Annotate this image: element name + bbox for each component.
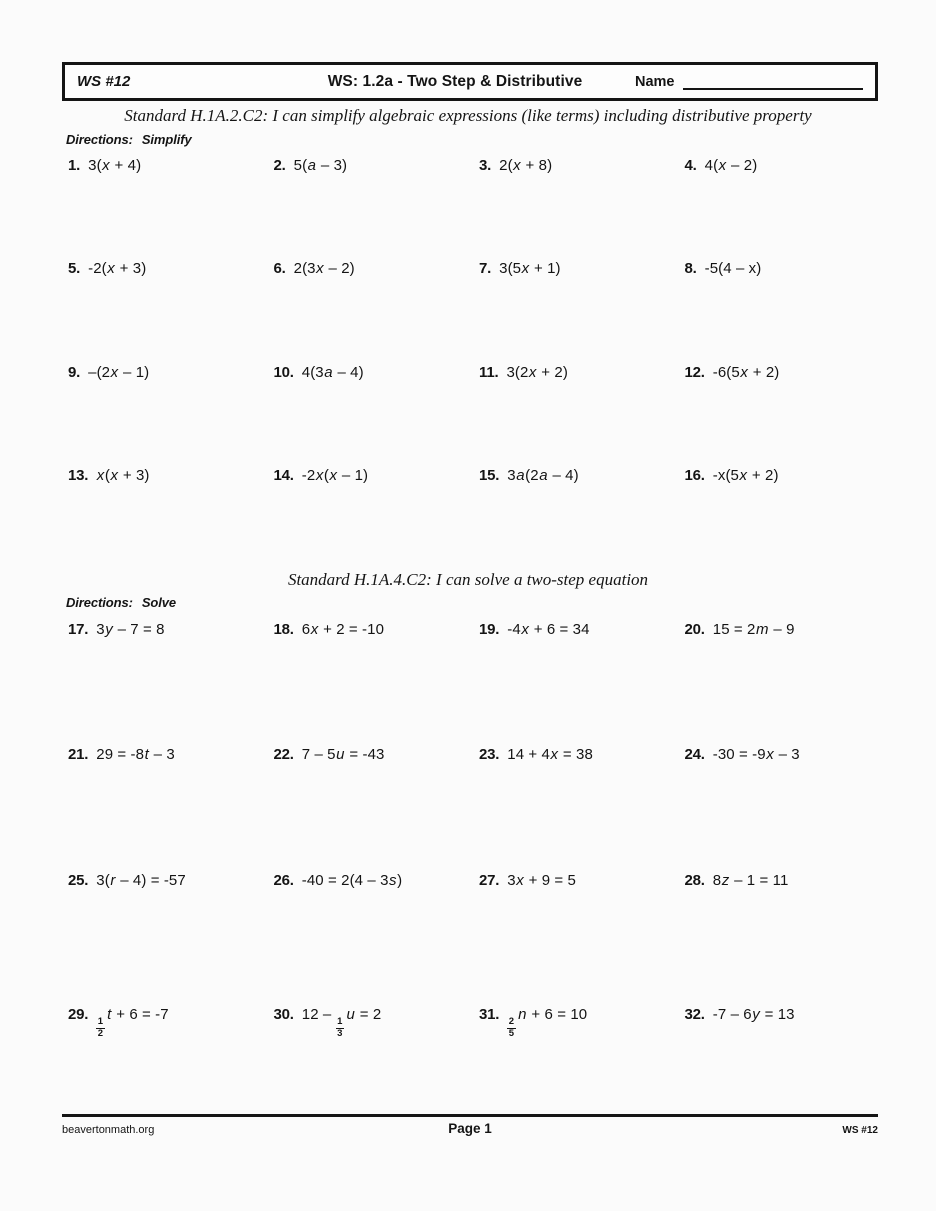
problem <box>679 621 885 638</box>
problem <box>268 621 474 638</box>
problem-expression: 3x + 9 = 5 <box>507 872 577 889</box>
problem-number: 10. <box>273 364 294 381</box>
problem-number: 6. <box>273 260 286 277</box>
standard-statement-2: Standard H.1A.4.C2: I can solve a two-step equation <box>287 570 649 589</box>
problem-row <box>62 621 884 638</box>
problem-expression: 3y – 7 = 8 <box>96 621 165 638</box>
problem <box>473 872 679 889</box>
problem <box>679 746 885 763</box>
problem <box>679 872 885 889</box>
problem-number: 32. <box>684 1006 705 1023</box>
problem-number: 31. <box>479 1006 500 1023</box>
problem <box>679 260 885 277</box>
problem <box>268 260 474 277</box>
problem-number: 25. <box>68 872 89 889</box>
problem-number: 24. <box>684 746 705 763</box>
problem-expression: 4(3a – 4) <box>301 364 364 381</box>
problem-expression: -30 = -9x – 3 <box>712 746 800 763</box>
worksheet-title: WS: 1.2a - Two Step & Distributive <box>327 72 583 90</box>
fraction: $\frac{2}{5}$ <box>508 1016 515 1039</box>
footer <box>62 1121 878 1136</box>
name-label: Name <box>635 73 675 90</box>
problem-number: 23. <box>479 746 500 763</box>
problem <box>62 1006 268 1040</box>
problem <box>62 260 268 277</box>
problem-expression: 14 + 4x = 38 <box>507 746 593 763</box>
problem-number: 18. <box>273 621 294 638</box>
problem-expression: 6x + 2 = -10 <box>301 621 385 638</box>
fraction: $\frac{1}{2}$ <box>97 1016 104 1039</box>
problem <box>679 364 885 381</box>
problem-number: 17. <box>68 621 89 638</box>
header-box <box>62 62 878 101</box>
problem-number: 16. <box>684 467 705 484</box>
directions-1 <box>66 132 192 147</box>
problem-number: 4. <box>684 157 697 174</box>
problem-number: 13. <box>68 467 89 484</box>
problem <box>679 157 885 174</box>
footer-website: beavertonmath.org <box>62 1124 155 1136</box>
problem-expression: -40 = 2(4 – 3s) <box>301 872 403 889</box>
problem-expression: -2x(x – 1) <box>301 467 369 484</box>
footer-divider <box>62 1114 878 1117</box>
problem <box>268 872 474 889</box>
problem <box>268 746 474 763</box>
problem-number: 26. <box>273 872 294 889</box>
problem <box>62 621 268 638</box>
problem-expression: -4x + 6 = 34 <box>507 621 590 638</box>
worksheet-number-label: WS #12 <box>77 73 131 90</box>
problem-expression: -2(x + 3) <box>88 260 147 277</box>
problem-row <box>62 157 884 174</box>
problem-row <box>62 1006 884 1040</box>
problem-expression: 8z – 1 = 11 <box>712 872 789 889</box>
problem <box>679 1006 885 1040</box>
problem <box>473 157 679 174</box>
problem-number: 21. <box>68 746 89 763</box>
problem-expression: -x(5x + 2) <box>712 467 779 484</box>
problem-expression: 2(x + 8) <box>499 157 553 174</box>
problem <box>473 1006 679 1040</box>
problem-number: 9. <box>68 364 81 381</box>
problem-number: 27. <box>479 872 500 889</box>
problem-expression: 4(x – 2) <box>704 157 758 174</box>
directions-label: Directions: <box>66 595 133 610</box>
problem-expression: $\frac{2}{5}$ n + 6 = 10 <box>508 1006 588 1039</box>
problem <box>473 467 679 484</box>
problem-number: 2. <box>273 157 286 174</box>
problem-number: 19. <box>479 621 500 638</box>
directions-2 <box>66 595 176 610</box>
problem-number: 5. <box>68 260 81 277</box>
problem-expression: 12 – $\frac{1}{3}$ u = 2 <box>301 1006 382 1039</box>
footer-page-number: Page 1 <box>448 1121 492 1136</box>
problem-expression: 29 = -8t – 3 <box>96 746 175 763</box>
problem-expression: 7 – 5u = -43 <box>301 746 385 763</box>
problem <box>62 467 268 484</box>
problem-expression: 15 = 2m – 9 <box>712 621 795 638</box>
problem-expression: 3a(2a – 4) <box>507 467 579 484</box>
problem-number: 14. <box>273 467 294 484</box>
problem-expression: 3(x + 4) <box>88 157 142 174</box>
problem-row <box>62 467 884 484</box>
name-field-group <box>635 74 875 90</box>
problem-number: 7. <box>479 260 492 277</box>
problem <box>473 260 679 277</box>
problem-number: 28. <box>684 872 705 889</box>
problem-expression: -6(5x + 2) <box>712 364 780 381</box>
directions-label: Directions: <box>66 132 133 147</box>
problem <box>473 746 679 763</box>
footer-ws-number: WS #12 <box>842 1125 878 1136</box>
problem-number: 22. <box>273 746 294 763</box>
problem-number: 3. <box>479 157 492 174</box>
problem-number: 15. <box>479 467 500 484</box>
problem <box>62 364 268 381</box>
problem-row <box>62 872 884 889</box>
problem-number: 1. <box>68 157 81 174</box>
problem <box>473 621 679 638</box>
problem-expression: 3(5x + 1) <box>499 260 561 277</box>
directions-value: Solve <box>141 595 176 610</box>
problem <box>62 872 268 889</box>
problem-expression: 3(r – 4) = -57 <box>96 872 186 889</box>
problem-expression: 2(3x – 2) <box>293 260 355 277</box>
problem-row <box>62 364 884 381</box>
problem-expression: -7 – 6y = 13 <box>712 1006 795 1023</box>
problem-number: 29. <box>68 1006 89 1023</box>
problem <box>473 364 679 381</box>
problem <box>268 364 474 381</box>
problem-number: 20. <box>684 621 705 638</box>
fraction: $\frac{1}{3}$ <box>337 1016 343 1039</box>
problem <box>268 467 474 484</box>
problem <box>62 157 268 174</box>
name-blank-line <box>683 74 864 90</box>
problem-expression: $\frac{1}{2}$ t + 6 = -7 <box>97 1006 169 1039</box>
problem-number: 12. <box>684 364 705 381</box>
problem-expression: 3(2x + 2) <box>506 364 568 381</box>
problem-expression: x(x + 3) <box>96 467 150 484</box>
problem-expression: –(2x – 1) <box>88 364 150 381</box>
problem <box>268 1006 474 1040</box>
problem <box>268 157 474 174</box>
problem-expression: -5(4 – x) <box>704 260 762 277</box>
problem-row <box>62 746 884 763</box>
problem-number: 30. <box>273 1006 294 1023</box>
problem-row <box>62 260 884 277</box>
directions-value: Simplify <box>141 132 192 147</box>
problem-number: 8. <box>684 260 697 277</box>
standard-statement-1: Standard H.1A.2.C2: I can simplify algebraic expressions (like terms) including distributive property <box>124 106 812 125</box>
problem-number: 11. <box>479 364 499 381</box>
problem <box>679 467 885 484</box>
problem <box>62 746 268 763</box>
problem-expression: 5(a – 3) <box>293 157 348 174</box>
